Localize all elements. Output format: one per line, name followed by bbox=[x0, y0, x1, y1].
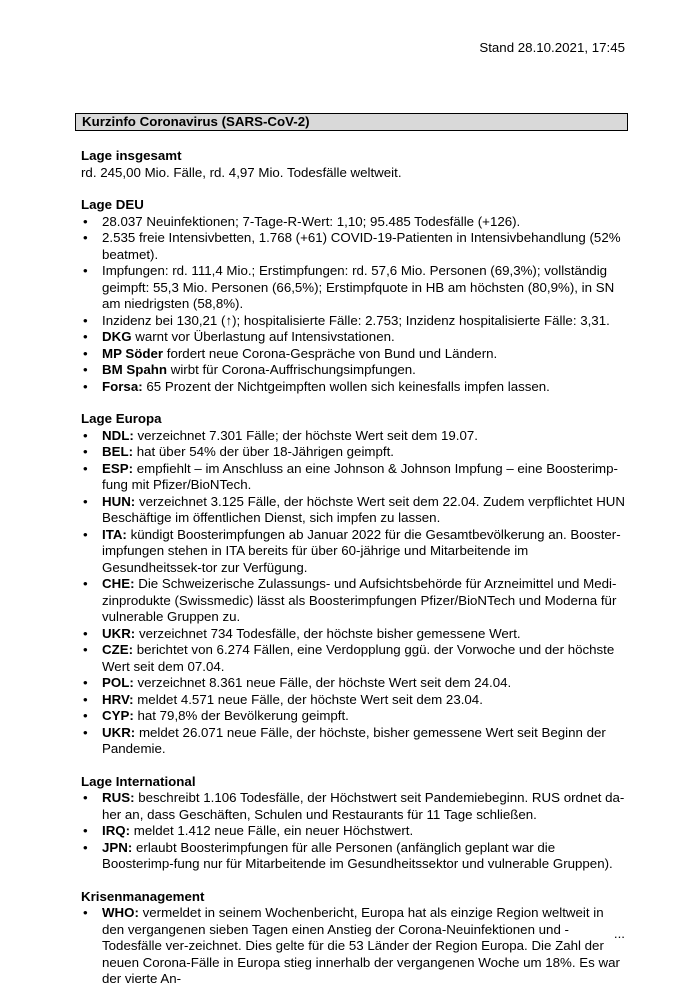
list-item bbox=[81, 379, 626, 396]
list-item bbox=[81, 214, 626, 231]
list-item bbox=[81, 725, 626, 758]
section-heading: Lage Europa bbox=[81, 411, 162, 426]
date-stamp: Stand 28.10.2021, 17:45 bbox=[479, 40, 625, 55]
list-item-text: meldet 26.071 neue Fälle, der höchste, bisher gemessene Wert seit Beginn der Pandemie. bbox=[102, 724, 606, 756]
list-item-label: HRV: bbox=[102, 691, 134, 707]
list-item-text: berichtet von 6.274 Fällen, eine Verdopplung ggü. der Vorwoche und der höchste Wert seit dem 07.04. bbox=[102, 642, 615, 674]
list-item-label: UKR: bbox=[102, 724, 136, 740]
list-item bbox=[81, 823, 626, 840]
list-item-text: erlaubt Boosterimpfungen für alle Personen (anfänglich geplant war die Boosterimp-fung nur für Mitarbeitende im Gesundheitssektor und vulnerable Gruppen). bbox=[102, 839, 613, 871]
list-item-text: meldet 4.571 neue Fälle, der höchste Wert seit dem 23.04. bbox=[133, 691, 483, 707]
list-item bbox=[81, 527, 626, 577]
list-item-label: ITA: bbox=[102, 526, 127, 542]
list-item-label: NDL: bbox=[102, 427, 134, 443]
continuation-marker: ... bbox=[613, 926, 625, 941]
list-item bbox=[81, 313, 626, 330]
list-item-text: fordert neue Corona-Gespräche von Bund und Ländern. bbox=[163, 345, 498, 361]
list-item-text: meldet 1.412 neue Fälle, ein neuer Höchstwert. bbox=[130, 823, 414, 838]
list-item bbox=[81, 626, 626, 643]
list-item-text: 2.535 freie Intensivbetten, 1.768 (+61) COVID-19-Patienten in Intensivbehandlung (52% beatmet). bbox=[102, 230, 621, 262]
list-item-text: wirbt für Corona-Auffrischungsimpfungen. bbox=[167, 362, 416, 377]
bullet-list bbox=[81, 428, 626, 758]
list-item bbox=[81, 905, 626, 988]
section-text: rd. 245,00 Mio. Fälle, rd. 4,97 Mio. Todesfälle weltweit. bbox=[81, 164, 402, 180]
list-item bbox=[81, 790, 626, 823]
list-item bbox=[81, 444, 626, 461]
list-item-label: ESP: bbox=[102, 460, 134, 476]
list-item-label: CZE: bbox=[102, 642, 134, 657]
list-item-label: HUN: bbox=[102, 493, 136, 509]
section-heading: Lage insgesamt bbox=[81, 148, 182, 163]
list-item-label: BM Spahn bbox=[102, 362, 168, 377]
list-item bbox=[81, 576, 626, 626]
list-item-label: WHO: bbox=[102, 905, 139, 920]
list-item-text: verzeichnet 7.301 Fälle; der höchste Wert seit dem 19.07. bbox=[133, 427, 478, 443]
list-item-text: verzeichnet 8.361 neue Fälle, der höchste Wert seit dem 24.04. bbox=[133, 675, 512, 690]
list-item-text: vermeldet in seinem Wochenbericht, Europa hat als einzige Region weltweit in den vergangenen sieben Tagen einen Anstieg der Corona-Neuinfektionen und -Todesfälle ver-zeichnet. Dies gelte für die 53 Länder der Region Europa. Die Zahl der neuen Corona-Fälle in Europa stieg innerhalb der vergangenen Woche um 18%. Es war der vierte An- bbox=[102, 905, 620, 986]
section-heading: Lage International bbox=[81, 773, 196, 789]
list-item bbox=[81, 840, 626, 873]
bullet-list bbox=[81, 790, 626, 873]
bullet-list bbox=[81, 905, 626, 988]
list-item-label: CHE: bbox=[102, 576, 135, 591]
list-item-text: verzeichnet 3.125 Fälle, der höchste Wert seit dem 22.04. Zudem verpflichtet HUN Beschäftige im öffentlichen Dienst, sich impfen zu lassen. bbox=[102, 493, 626, 525]
section-heading: Lage DEU bbox=[81, 197, 144, 212]
list-item-text: kündigt Boosterimpfungen ab Januar 2022 für die Gesamtbevölkerung an. Booster-impfungen stehen in ITA bereits für über 60-jährige und Mitarbeitende im Gesundheitssek-tor zur Verfügung. bbox=[102, 526, 621, 575]
list-item-label: BEL: bbox=[102, 444, 134, 459]
list-item-text: empfiehlt – im Anschluss an eine Johnson & Johnson Impfung – eine Boosterimp-fung mit Pfizer/BioNTech. bbox=[102, 460, 618, 492]
list-item-label: CYP: bbox=[102, 708, 134, 723]
list-item bbox=[81, 230, 626, 263]
list-item bbox=[81, 346, 626, 363]
bullet-list bbox=[81, 214, 626, 396]
list-item-text: 28.037 Neuinfektionen; 7-Tage-R-Wert: 1,10; 95.485 Todesfälle (+126). bbox=[102, 213, 521, 229]
list-item-label: Forsa: bbox=[102, 378, 143, 394]
list-item-label: MP Söder bbox=[102, 345, 164, 361]
list-item-text: beschreibt 1.106 Todesfälle, der Höchstwert seit Pandemiebeginn. RUS ordnet da-her an, dass Geschäften, Schulen und Restaurants für 11 Tage schließen. bbox=[102, 790, 625, 822]
list-item bbox=[81, 329, 626, 346]
list-item bbox=[81, 362, 626, 379]
list-item bbox=[81, 675, 626, 692]
list-item bbox=[81, 428, 626, 445]
list-item-label: RUS: bbox=[102, 790, 135, 805]
list-item-text: hat 79,8% der Bevölkerung geimpft. bbox=[133, 708, 349, 723]
section-krisenmanagement bbox=[81, 889, 626, 988]
list-item bbox=[81, 692, 626, 709]
page-title: Kurzinfo Coronavirus (SARS-CoV-2) bbox=[75, 113, 628, 131]
document-body bbox=[81, 148, 626, 1004]
list-item-text: Impfungen: rd. 111,4 Mio.; Erstimpfungen: rd. 57,6 Mio. Personen (69,3%); vollständig geimpft: 55,3 Mio. Personen (66,5%); Erstimpfquote in HB am höchsten (80,9%), in SN am niedrigsten (58,8%). bbox=[102, 263, 615, 311]
list-item-text: Inzidenz bei 130,21 (↑); hospitalisierte Fälle: 2.753; Inzidenz hospitalisierte Fälle: 3,31. bbox=[102, 312, 610, 328]
list-item-label: IRQ: bbox=[102, 823, 131, 838]
section-lage-international bbox=[81, 774, 626, 873]
list-item-label: DKG bbox=[102, 329, 132, 344]
list-item bbox=[81, 461, 626, 494]
section-lage-insgesamt bbox=[81, 148, 626, 181]
section-lage-europa bbox=[81, 411, 626, 758]
list-item-label: POL: bbox=[102, 675, 134, 690]
list-item-text: hat über 54% der über 18-Jährigen geimpft. bbox=[133, 444, 394, 459]
list-item bbox=[81, 708, 626, 725]
list-item-text: verzeichnet 734 Todesfälle, der höchste bisher gemessene Wert. bbox=[135, 625, 521, 641]
section-heading: Krisenmanagement bbox=[81, 888, 205, 904]
list-item-label: JPN: bbox=[102, 839, 133, 855]
list-item-text: warnt vor Überlastung auf Intensivstationen. bbox=[131, 329, 395, 344]
list-item-text: Die Schweizerische Zulassungs- und Aufsichtsbehörde für Arzneimittel und Medi-zinprodukte (Swissmedic) lässt als Boosterimpfungen Pfizer/BioNTech und Moderna für vulnerable Gruppen zu. bbox=[102, 576, 617, 624]
section-lage-deu bbox=[81, 197, 626, 395]
list-item bbox=[81, 263, 626, 313]
list-item bbox=[81, 494, 626, 527]
list-item-label: UKR: bbox=[102, 625, 136, 641]
list-item-text: 65 Prozent der Nichtgeimpften wollen sich keinesfalls impfen lassen. bbox=[142, 378, 550, 394]
list-item bbox=[81, 642, 626, 675]
